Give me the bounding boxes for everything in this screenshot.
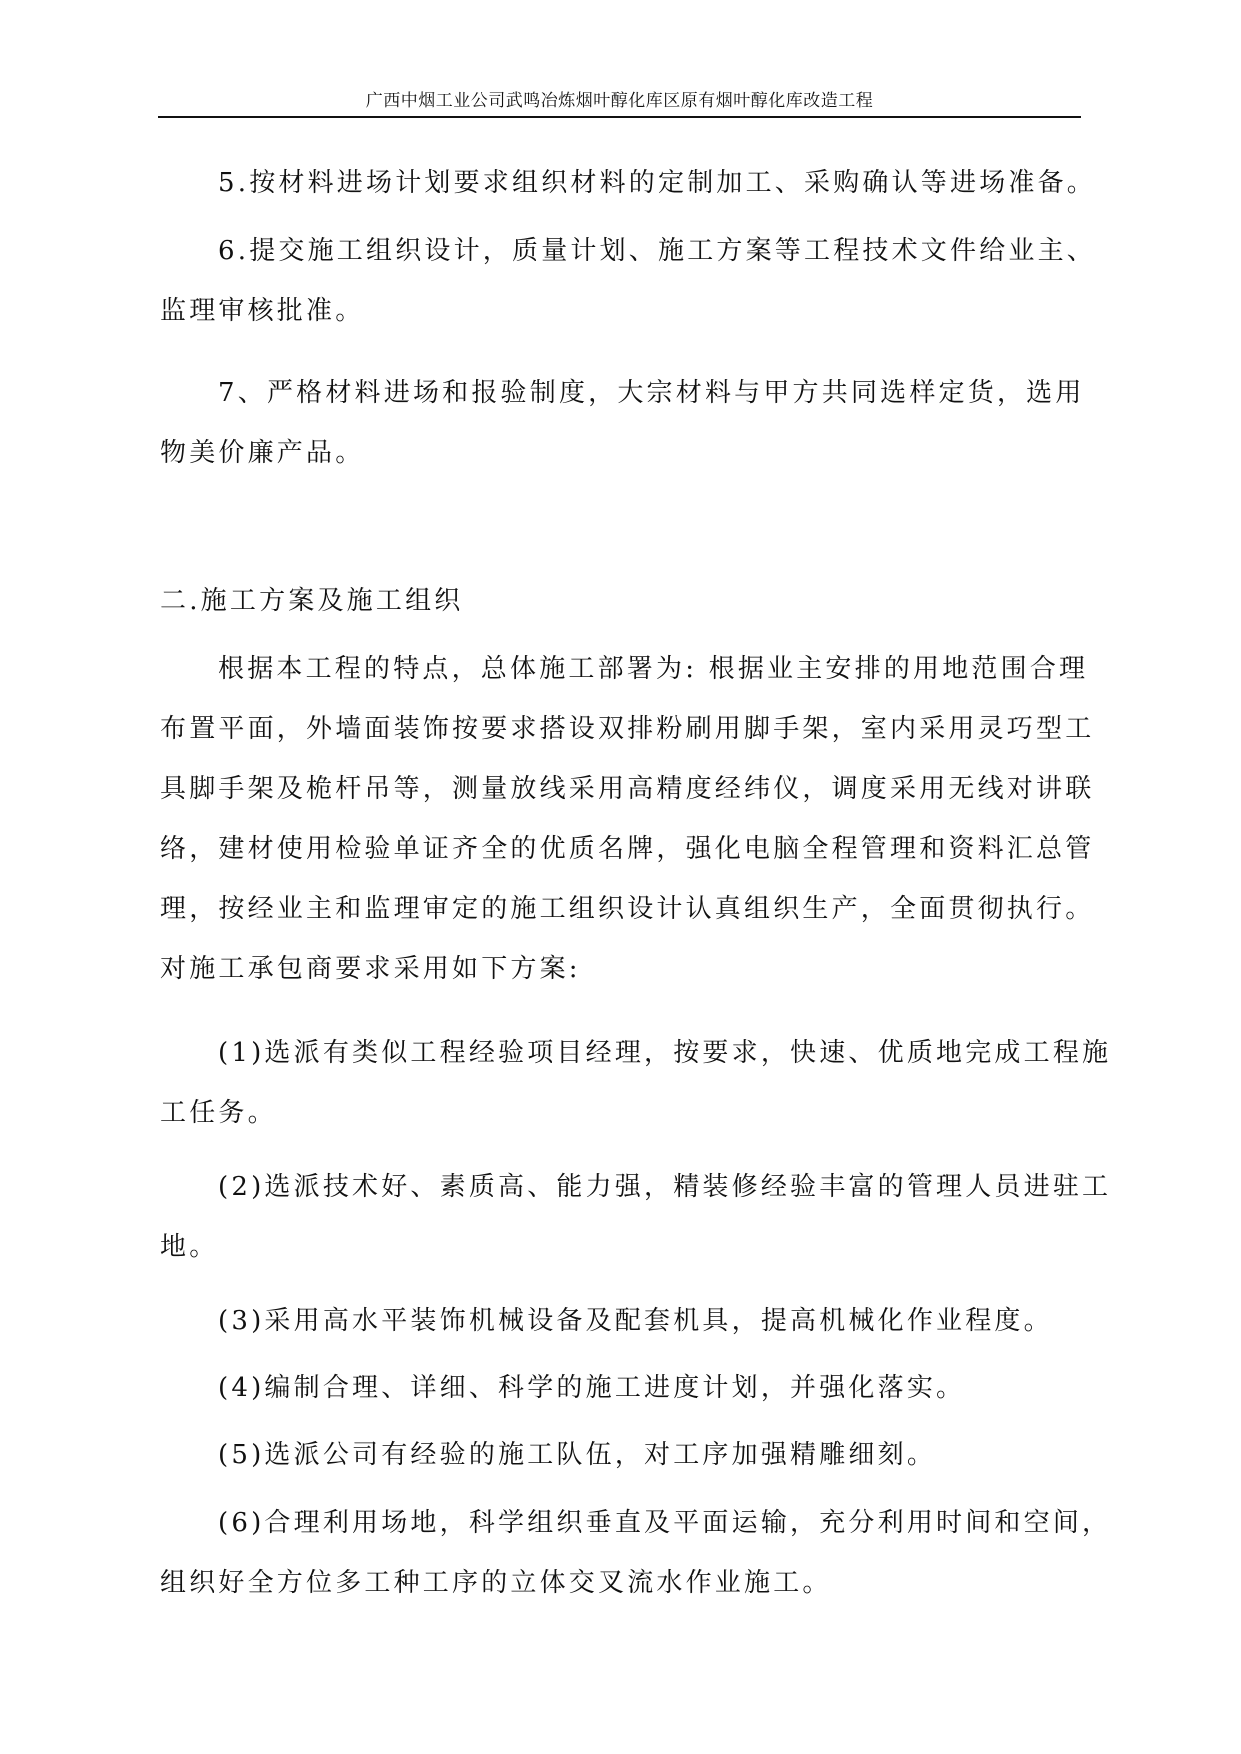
section-heading	[160, 571, 1092, 631]
list-item-6	[160, 1493, 1112, 1613]
text-line: 理，按经业主和监理审定的施工组织设计认真组织生产，全面贯彻执行。	[160, 894, 1095, 924]
text-line: 布置平面，外墙面装饰按要求搭设双排粉刷用脚手架，室内采用灵巧型工	[160, 714, 1095, 744]
paragraph-material-inspection	[160, 363, 1092, 483]
paragraph-submit-design	[160, 221, 1097, 341]
text-line: (6)合理利用场地，科学组织垂直及平面运输，充分利用时间和空间，	[218, 1508, 1112, 1538]
text-line: (4)编制合理、详细、科学的施工进度计划，并强化落实。	[218, 1373, 966, 1403]
text-line: 5.按材料进场计划要求组织材料的定制加工、采购确认等进场准备。	[218, 168, 1097, 198]
list-item-1	[160, 1023, 1112, 1143]
list-item-4	[160, 1358, 1092, 1418]
text-line: (2)选派技术好、素质高、能力强，精装修经验丰富的管理人员进驻工	[218, 1172, 1112, 1202]
text-line: (5)选派公司有经验的施工队伍，对工序加强精雕细刻。	[218, 1440, 937, 1470]
section-title: 二.施工方案及施工组织	[160, 586, 464, 616]
text-line: (3)采用高水平装饰机械设备及配套机具，提高机械化作业程度。	[218, 1306, 1053, 1336]
text-line: 络，建材使用检验单证齐全的优质名牌，强化电脑全程管理和资料汇总管	[160, 834, 1095, 864]
list-item-3	[160, 1291, 1092, 1351]
text-line: (1)选派有类似工程经验项目经理，按要求，快速、优质地完成工程施	[218, 1038, 1112, 1068]
text-line: 6.提交施工组织设计，质量计划、施工方案等工程技术文件给业主、	[218, 236, 1097, 266]
paragraph-material-fabrication	[160, 153, 1097, 213]
page-header: 广西中烟工业公司武鸣冶炼烟叶醇化库区原有烟叶醇化库改造工程	[365, 91, 874, 111]
header-divider	[158, 116, 1081, 118]
text-line: 具脚手架及桅杆吊等，测量放线采用高精度经纬仪，调度采用无线对讲联	[160, 774, 1095, 804]
paragraph-deployment	[160, 639, 1095, 999]
text-line: 监理审核批准。	[160, 296, 365, 326]
list-item-2	[160, 1157, 1112, 1277]
text-line: 7、严格材料进场和报验制度，大宗材料与甲方共同选样定货，选用	[218, 378, 1085, 408]
text-line: 根据本工程的特点，总体施工部署为: 根据业主安排的用地范围合理	[218, 654, 1089, 684]
text-line: 对施工承包商要求采用如下方案:	[160, 954, 581, 984]
list-item-5	[160, 1425, 1092, 1485]
text-line: 地。	[160, 1232, 219, 1262]
text-line: 组织好全方位多工种工序的立体交叉流水作业施工。	[160, 1568, 832, 1598]
text-line: 物美价廉产品。	[160, 438, 365, 468]
text-line: 工任务。	[160, 1098, 277, 1128]
